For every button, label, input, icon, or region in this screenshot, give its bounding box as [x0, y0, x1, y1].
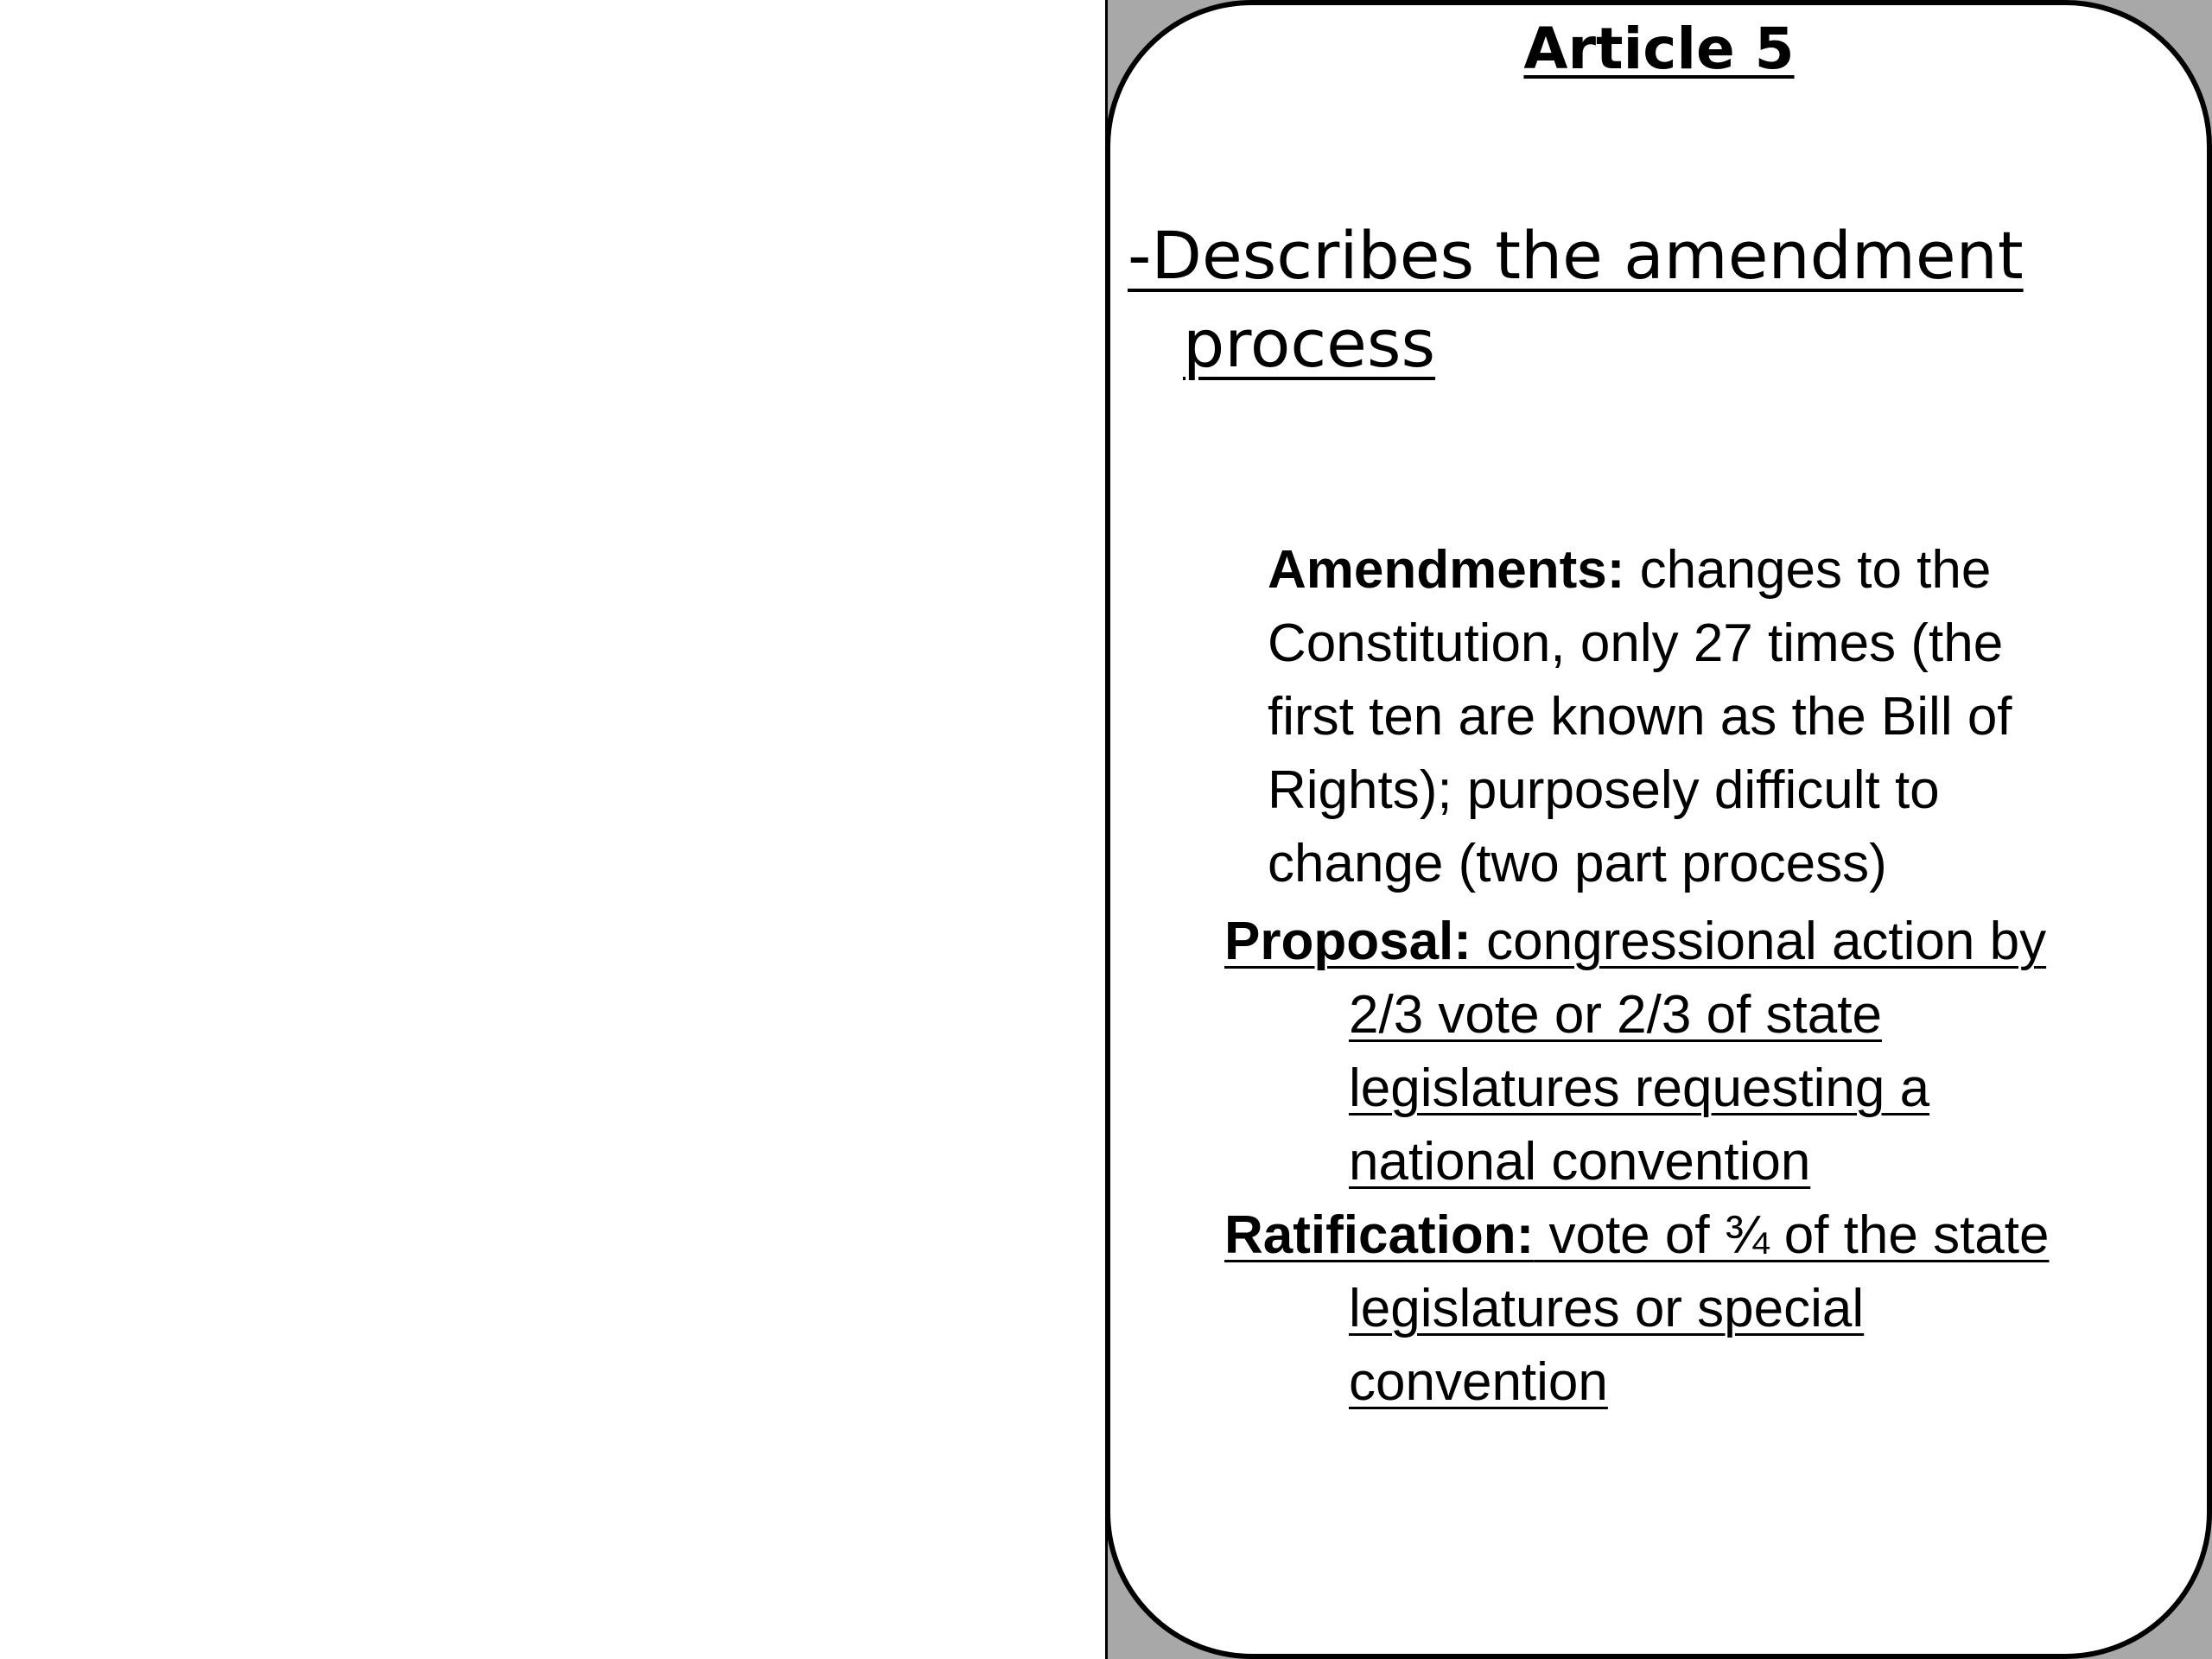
- amendments-line-2: Constitution, only 27 times (the: [1268, 613, 2004, 673]
- proposal-line-3: legislatures requesting a: [1349, 1058, 1930, 1118]
- amendments-line-5: change (two part process): [1268, 834, 1887, 893]
- ratification-term: Ratification:: [1224, 1205, 1535, 1265]
- ratification-line-3: convention: [1349, 1352, 1608, 1412]
- heading-line-2: process: [1183, 305, 1436, 382]
- ratification-definition: [1224, 1198, 2201, 1419]
- proposal-first-line: Proposal: congressional action by: [1224, 912, 2047, 971]
- proposal-line-2: 2/3 vote or 2/3 of state: [1349, 985, 1882, 1045]
- proposal-line-4: national convention: [1349, 1132, 1811, 1192]
- amendments-definition: [1268, 533, 2158, 900]
- proposal-definition: [1224, 905, 2201, 1198]
- card-heading: [1128, 212, 2078, 388]
- heading-line-1: -Describes the amendment: [1128, 217, 2024, 294]
- ratification-line-2: legislatures or special: [1349, 1279, 1865, 1338]
- amendments-line-4: Rights); purposely difficult to: [1268, 760, 1940, 820]
- ratification-first-line: Ratification: vote of ¾ of the state: [1224, 1205, 2050, 1265]
- proposal-term: Proposal:: [1224, 912, 1471, 971]
- card-title-text: Article 5: [1523, 16, 1795, 82]
- card-title: [1106, 10, 2212, 88]
- amendments-line-1: changes to the: [1624, 540, 1992, 600]
- amendments-term: Amendments:: [1268, 540, 1625, 600]
- amendments-line-3: first ten are known as the Bill of: [1268, 687, 2012, 747]
